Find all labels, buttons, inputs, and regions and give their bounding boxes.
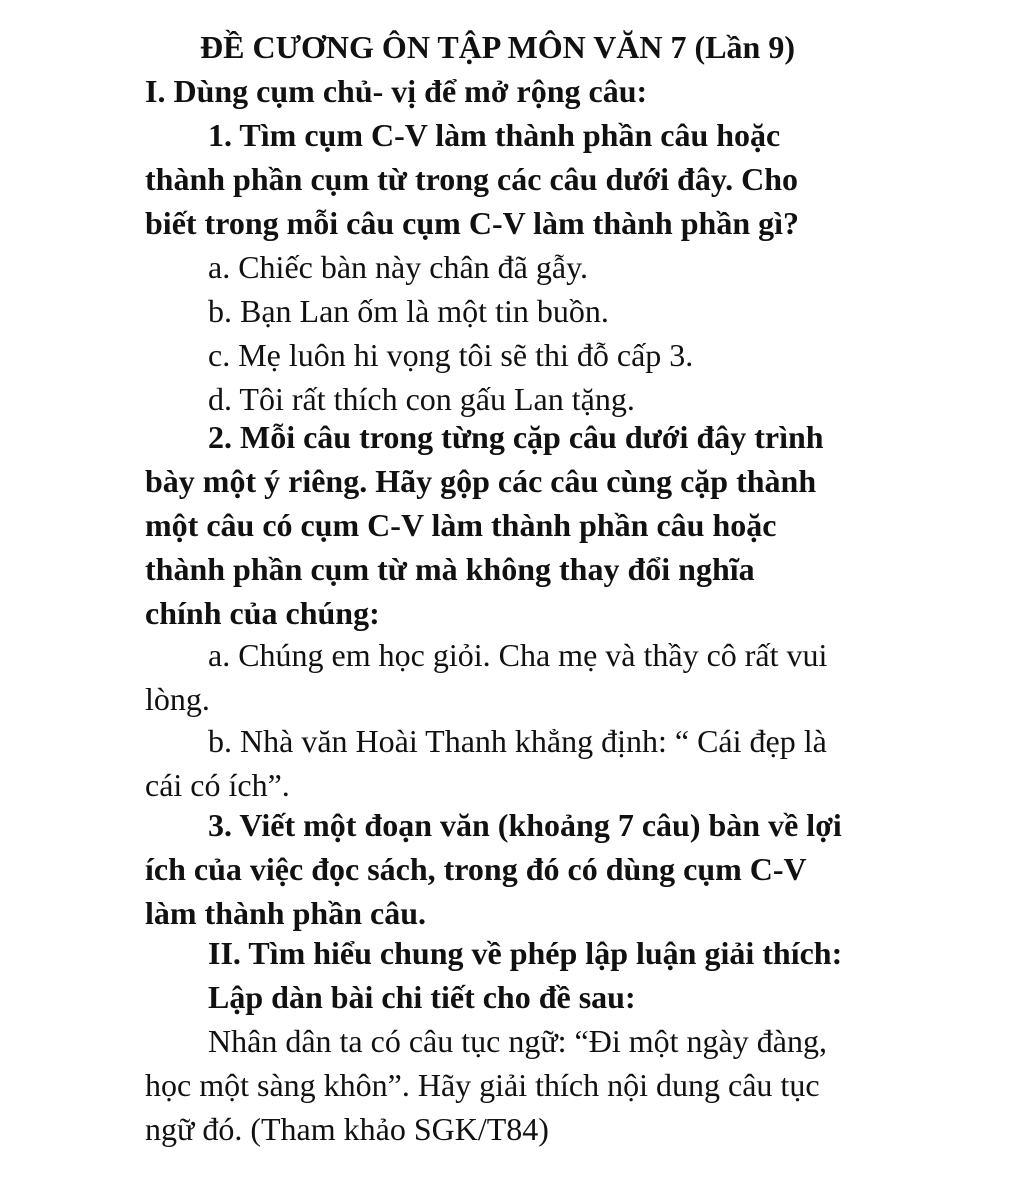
question-1-item-a: a. Chiếc bàn này chân đã gẫy.: [208, 249, 588, 285]
question-2-line: một câu có cụm C-V làm thành phần câu hoặc: [145, 507, 777, 543]
question-1-item-b: b. Bạn Lan ốm là một tin buồn.: [208, 293, 609, 329]
section-2-prompt-line: ngữ đó. (Tham khảo SGK/T84): [145, 1111, 549, 1147]
question-2-line: thành phần cụm từ mà không thay đổi nghĩa: [145, 551, 755, 587]
question-2-item-b: b. Nhà văn Hoài Thanh khẳng định: “ Cái đẹp là: [208, 723, 827, 759]
question-3-line: 3. Viết một đoạn văn (khoảng 7 câu) bàn về lợi: [208, 807, 842, 843]
question-1-line: thành phần cụm từ trong các câu dưới đây. Cho: [145, 161, 798, 197]
question-2-line: 2. Mỗi câu trong từng cặp câu dưới đây trình: [208, 419, 824, 455]
question-2-item-a: lòng.: [145, 681, 210, 717]
question-3-line: ích của việc đọc sách, trong đó có dùng cụm C-V: [145, 851, 807, 887]
section-2-prompt-line: học một sàng khôn”. Hãy giải thích nội dung câu tục: [145, 1067, 820, 1103]
question-2-item-a: a. Chúng em học giỏi. Cha mẹ và thầy cô rất vui: [208, 637, 828, 673]
question-1-item-c: c. Mẹ luôn hi vọng tôi sẽ thi đỗ cấp 3.: [208, 337, 694, 373]
section-2-task: Lập dàn bài chi tiết cho đề sau:: [208, 979, 636, 1015]
section-1-heading: I. Dùng cụm chủ- vị để mở rộng câu:: [145, 73, 648, 109]
question-1-line: 1. Tìm cụm C-V làm thành phần câu hoặc: [208, 117, 781, 153]
question-2-item-b: cái có ích”.: [145, 767, 290, 803]
question-2-line: chính của chúng:: [145, 595, 380, 631]
question-1-item-d: d. Tôi rất thích con gấu Lan tặng.: [208, 381, 635, 417]
section-2-prompt-line: Nhân dân ta có câu tục ngữ: “Đi một ngày đàng,: [208, 1023, 827, 1059]
question-1-line: biết trong mỗi câu cụm C-V làm thành phần gì?: [145, 205, 799, 241]
question-3-line: làm thành phần câu.: [145, 895, 426, 931]
document-title: ĐỀ CƯƠNG ÔN TẬP MÔN VĂN 7 (Lần 9): [200, 29, 795, 65]
section-2-heading: II. Tìm hiểu chung về phép lập luận giải thích:: [208, 935, 843, 971]
question-2-line: bày một ý riêng. Hãy gộp các câu cùng cặp thành: [145, 463, 817, 499]
